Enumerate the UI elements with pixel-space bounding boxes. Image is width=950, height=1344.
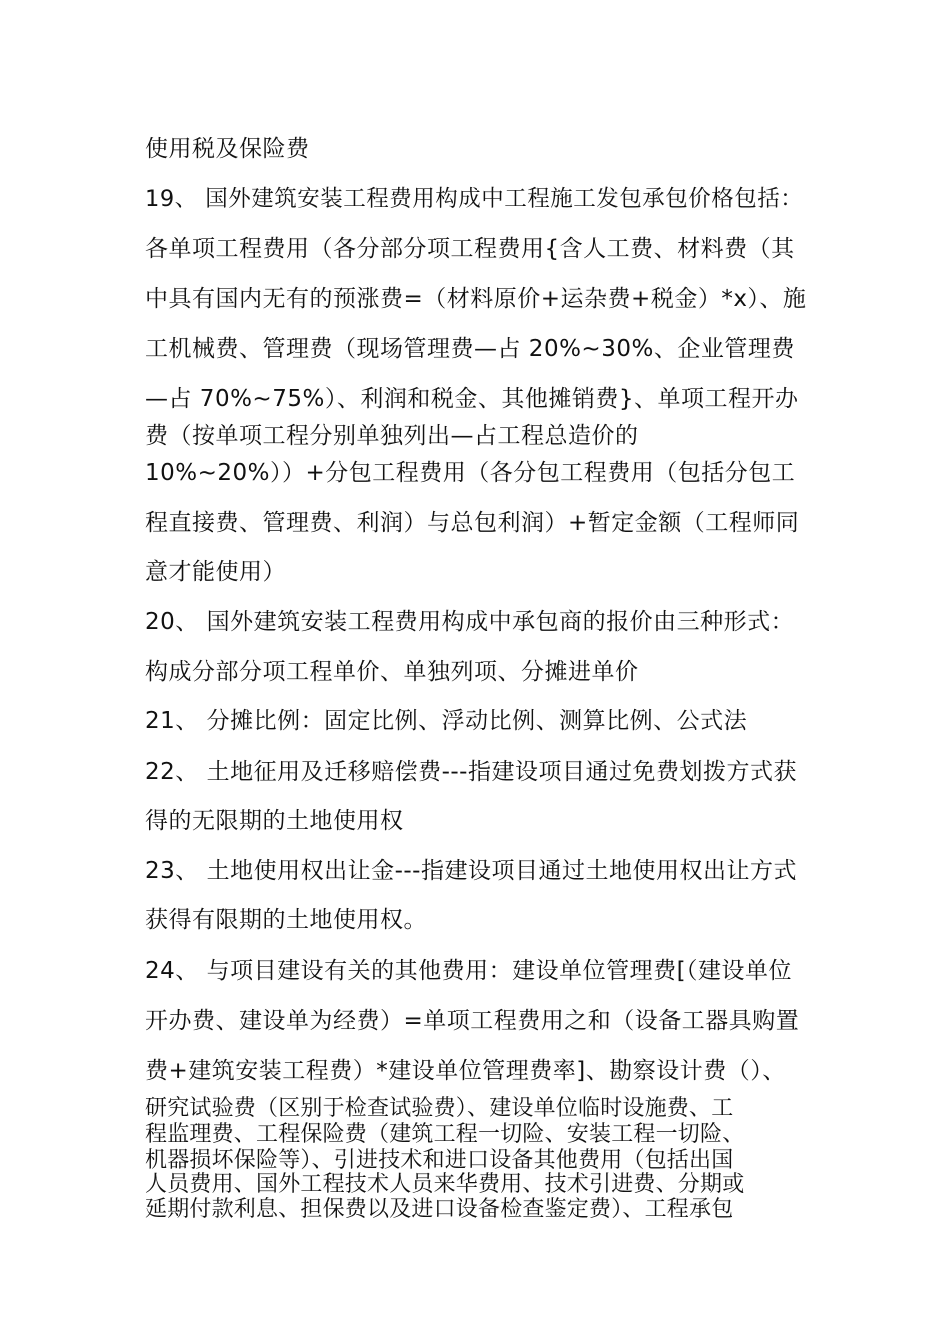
text-line: 各单项工程费用（各分部分项工程费用{含人工费、材料费（其 [145, 236, 795, 262]
text-line: 意才能使用） [145, 559, 286, 585]
text-line: 中具有国内无有的预涨费=（材料原价+运杂费+税金）*x）、施 [145, 286, 807, 312]
text-line: 费+建筑安装工程费）*建设单位管理费率]、勘察设计费（）、 [145, 1058, 786, 1084]
text-line: 研究试验费（区别于检查试验费）、建设单位临时设施费、工 [145, 1096, 734, 1121]
text-line: 使用税及保险费 [145, 136, 310, 162]
text-line: 费（按单项工程分别单独列出—占工程总造价的 [145, 423, 639, 449]
text-line: 22、 土地征用及迁移赔偿费---指建设项目通过免费划拨方式获 [145, 759, 797, 785]
text-line: 机器损坏保险等）、引进技术和进口设备其他费用（包括出国 [145, 1148, 734, 1173]
text-line: 19、 国外建筑安装工程费用构成中工程施工发包承包价格包括： [145, 186, 804, 212]
text-line: 人员费用、国外工程技术人员来华费用、技术引进费、分期或 [145, 1172, 745, 1197]
text-line: 24、 与项目建设有关的其他费用：建设单位管理费[（建设单位 [145, 958, 793, 984]
text-line: 获得有限期的土地使用权。 [145, 907, 427, 933]
text-line: 工机械费、管理费（现场管理费—占 20%~30%、企业管理费 [145, 336, 795, 362]
text-line: 开办费、建设单为经费）=单项工程费用之和（设备工器具购置 [145, 1008, 800, 1034]
text-line: 程直接费、管理费、利润）与总包利润）+暂定金额（工程师同 [145, 510, 800, 536]
text-line: 23、 土地使用权出让金---指建设项目通过土地使用权出让方式 [145, 858, 797, 884]
text-line: 构成分部分项工程单价、单独列项、分摊进单价 [145, 659, 639, 685]
text-line: 得的无限期的土地使用权 [145, 808, 404, 834]
text-line: 程监理费、工程保险费（建筑工程一切险、安装工程一切险、 [145, 1122, 745, 1147]
text-line: —占 70%~75%）、利润和税金、其他摊销费}、单项工程开办 [145, 386, 799, 412]
text-line: 21、 分摊比例：固定比例、浮动比例、测算比例、公式法 [145, 708, 748, 734]
text-line: 10%~20%））+分包工程费用（各分包工程费用（包括分包工 [145, 460, 796, 486]
text-line: 20、 国外建筑安装工程费用构成中承包商的报价由三种形式： [145, 609, 795, 635]
text-line: 延期付款利息、担保费以及进口设备检查鉴定费）、工程承包 [145, 1197, 734, 1222]
